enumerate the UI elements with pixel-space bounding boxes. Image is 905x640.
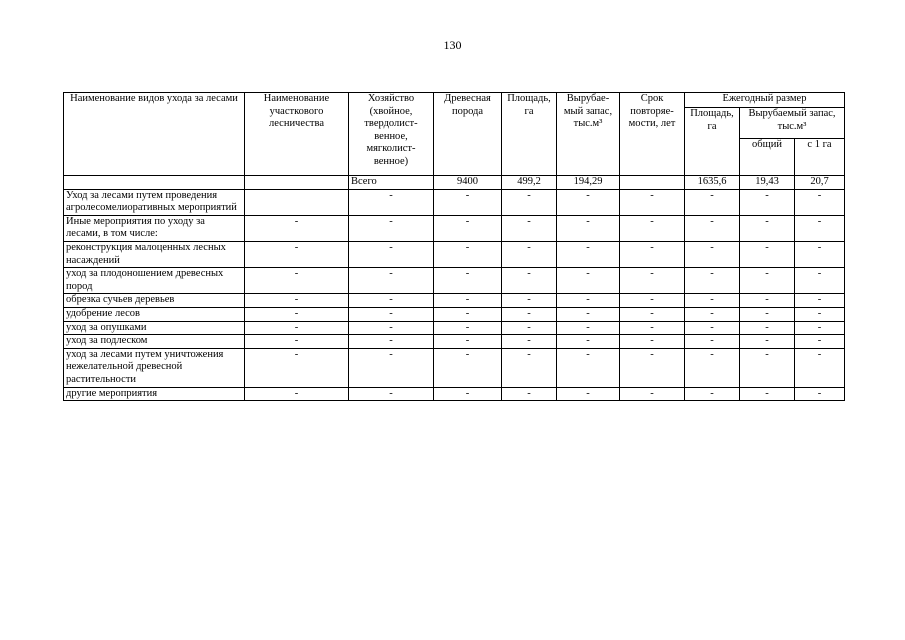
row-cell: - <box>685 321 740 335</box>
row-cell: - <box>434 294 502 308</box>
row-cell: - <box>245 348 349 387</box>
row-cell: - <box>245 387 349 401</box>
total-empty <box>245 176 349 190</box>
row-cell: - <box>795 189 845 215</box>
total-row <box>64 176 845 190</box>
row-cell: - <box>620 294 685 308</box>
row-cell: - <box>740 307 795 321</box>
row-cell: - <box>685 241 740 267</box>
row-cell: - <box>502 348 557 387</box>
row-cell: - <box>557 335 620 349</box>
row-name: уход за лесами путем уничтожения нежелательной древесной растительности <box>64 348 245 387</box>
row-cell: - <box>685 294 740 308</box>
row-cell: - <box>557 268 620 294</box>
forest-care-table <box>63 92 845 401</box>
row-cell: - <box>434 387 502 401</box>
header-area: Площадь, га <box>502 93 557 176</box>
row-cell: - <box>685 387 740 401</box>
row-cell: - <box>349 241 434 267</box>
row-cell: - <box>620 321 685 335</box>
row-cell: - <box>685 335 740 349</box>
row-name: Уход за лесами путем проведения агролесомелиоративных мероприятий <box>64 189 245 215</box>
row-cell: - <box>434 307 502 321</box>
row-name: уход за плодоношением древесных пород <box>64 268 245 294</box>
total-period <box>620 176 685 190</box>
header-annual-total: общий <box>740 139 795 176</box>
row-cell: - <box>557 348 620 387</box>
row-cell: - <box>740 215 795 241</box>
row-cell: - <box>620 189 685 215</box>
row-cell: - <box>557 321 620 335</box>
header-stock: Вырубае-мый запас, тыс.м³ <box>557 93 620 176</box>
row-name: Иные мероприятия по уходу за лесами, в том числе: <box>64 215 245 241</box>
table-row <box>64 268 845 294</box>
row-cell: - <box>434 215 502 241</box>
row-cell: - <box>502 335 557 349</box>
total-area: 499,2 <box>502 176 557 190</box>
table-row <box>64 321 845 335</box>
row-name: удобрение лесов <box>64 307 245 321</box>
row-cell: - <box>502 268 557 294</box>
row-cell: - <box>502 387 557 401</box>
row-cell: - <box>740 241 795 267</box>
header-economy: Хозяйство (хвойное, твердолист-венное, мягколист-венное) <box>349 93 434 176</box>
row-cell: - <box>349 387 434 401</box>
total-stock: 194,29 <box>557 176 620 190</box>
header-forestry: Наименование участкового лесничества <box>245 93 349 176</box>
row-cell: - <box>557 294 620 308</box>
row-cell: - <box>620 387 685 401</box>
row-cell: - <box>685 348 740 387</box>
table-row <box>64 307 845 321</box>
table-row <box>64 241 845 267</box>
row-cell: - <box>557 307 620 321</box>
row-cell: - <box>620 348 685 387</box>
row-cell: - <box>434 189 502 215</box>
row-cell: - <box>740 387 795 401</box>
row-name: обрезка сучьев деревьев <box>64 294 245 308</box>
row-cell: - <box>245 215 349 241</box>
header-annual-per-ha: с 1 га <box>795 139 845 176</box>
row-cell: - <box>740 294 795 308</box>
row-cell: - <box>740 268 795 294</box>
row-cell: - <box>685 189 740 215</box>
row-cell: - <box>740 348 795 387</box>
row-cell: - <box>795 268 845 294</box>
header-period: Срок повторяе-мости, лет <box>620 93 685 176</box>
row-cell: - <box>502 294 557 308</box>
row-cell: - <box>795 241 845 267</box>
table-row <box>64 387 845 401</box>
row-cell: - <box>349 335 434 349</box>
row-cell: - <box>434 321 502 335</box>
row-cell: - <box>502 215 557 241</box>
row-cell: - <box>502 241 557 267</box>
total-annual-per-ha: 20,7 <box>795 176 845 190</box>
header-kind: Наименование видов ухода за лесами <box>64 93 245 176</box>
header-annual-area: Площадь, га <box>685 108 740 176</box>
header-species: Древесная порода <box>434 93 502 176</box>
row-cell: - <box>349 348 434 387</box>
row-cell: - <box>685 215 740 241</box>
header-annual: Ежегодный размер <box>685 93 845 108</box>
row-cell: - <box>685 307 740 321</box>
row-cell: - <box>434 241 502 267</box>
row-cell: - <box>557 215 620 241</box>
row-cell: - <box>349 189 434 215</box>
table-row <box>64 189 845 215</box>
row-name: уход за опушками <box>64 321 245 335</box>
row-cell: - <box>740 189 795 215</box>
row-cell: - <box>620 241 685 267</box>
row-cell: - <box>795 215 845 241</box>
row-cell: - <box>620 215 685 241</box>
row-cell: - <box>795 294 845 308</box>
row-name: другие мероприятия <box>64 387 245 401</box>
row-cell: - <box>557 189 620 215</box>
row-cell: - <box>795 348 845 387</box>
row-cell: - <box>245 307 349 321</box>
row-cell: - <box>685 268 740 294</box>
row-name: реконструкция малоценных лесных насаждений <box>64 241 245 267</box>
row-cell: - <box>740 321 795 335</box>
row-cell: - <box>795 387 845 401</box>
total-species: 9400 <box>434 176 502 190</box>
row-cell: - <box>349 307 434 321</box>
row-cell: - <box>245 321 349 335</box>
row-cell: - <box>245 335 349 349</box>
row-cell: - <box>620 335 685 349</box>
page-number: 130 <box>443 38 462 52</box>
total-annual-total: 19,43 <box>740 176 795 190</box>
table-row <box>64 294 845 308</box>
row-cell: - <box>245 268 349 294</box>
row-cell: - <box>620 307 685 321</box>
row-cell: - <box>245 294 349 308</box>
total-empty <box>64 176 245 190</box>
row-cell: - <box>245 241 349 267</box>
row-cell: - <box>349 268 434 294</box>
row-cell: - <box>795 307 845 321</box>
row-cell: - <box>434 268 502 294</box>
table-row <box>64 348 845 387</box>
row-cell: - <box>502 321 557 335</box>
row-cell: - <box>502 307 557 321</box>
row-cell: - <box>349 321 434 335</box>
row-cell: - <box>434 335 502 349</box>
row-cell <box>245 189 349 215</box>
row-cell: - <box>349 215 434 241</box>
row-cell: - <box>795 335 845 349</box>
header-annual-stock: Вырубаемый запас, тыс.м³ <box>740 108 845 139</box>
row-cell: - <box>349 294 434 308</box>
row-cell: - <box>620 268 685 294</box>
row-name: уход за подлеском <box>64 335 245 349</box>
total-label: Всего <box>349 176 434 190</box>
row-cell: - <box>795 321 845 335</box>
row-cell: - <box>557 241 620 267</box>
row-cell: - <box>502 189 557 215</box>
total-annual-area: 1635,6 <box>685 176 740 190</box>
table-row <box>64 335 845 349</box>
table-row <box>64 215 845 241</box>
row-cell: - <box>740 335 795 349</box>
row-cell: - <box>434 348 502 387</box>
row-cell: - <box>557 387 620 401</box>
